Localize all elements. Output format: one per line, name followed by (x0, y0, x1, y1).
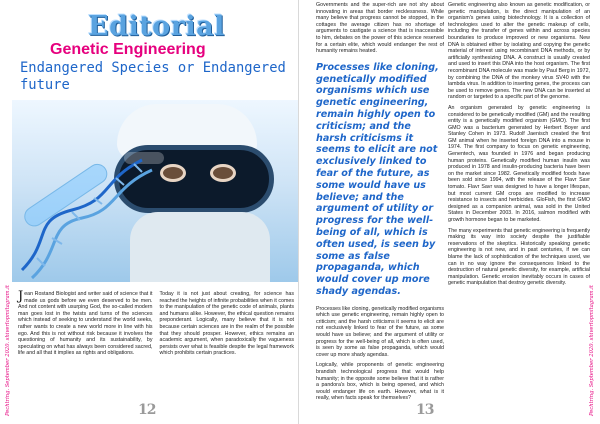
right-col2-paragraph-3: The many experiments that genetic engineering is frequently making its way into society despite the justifiable reservations of the skeptics. Historically speaking genetic engineering is not new, and in past centuries, if we can blame the lack of sophistication of the techniques used, we can in no way ignore the consequences linked to the destruction of natural genetic diversity, for example, artificial manipulation. Genetic erosion inevitably occurs in cases of genetic manipulation that destroy genetic diversity. (448, 227, 590, 287)
right-page (300, 0, 600, 424)
left-eye (160, 164, 186, 182)
right-col2-paragraph-1: Genetic engineering also known as genetic modification, or genetic manipulation, is the direct manipulation of an organism's genes using biotechnology. It is a collection of technologies used to alter the genetic makeup of cells, including the transfer of genes within and across species boundaries to produce improved or new organisms. New DNA is obtained either by isolating and copying the genetic material of interest using recombinant DNA methods, or by artificially synthesizing DNA. A construct is usually created and used to insert this DNA into the host organism. The first recombinant DNA molecule was made by Paul Berg in 1972, by combining the DNA of the monkey virus SV40 with the lambda virus. In addition to inserting genes, the process can be used to remove genes. The new DNA can be inserted at random or targeted to a specific part of the genome. (448, 2, 590, 101)
right-column-1 (316, 2, 444, 406)
masthead-title: Editorial (88, 11, 225, 42)
right-paragraph-3: Logically, while proponents of genetic engineering brandish technological progress that would help humanity; in the opposite some believe that it is rather a pandora's box, which is being opened, and which would endanger life on earth. However, what is it really, when facts speak for themselves? (316, 362, 444, 402)
pull-quote: Processes like cloning, genetically modified organisms which use genetic engineering, remain highly open to criticism; and the harsh criticisms it seems to elicit are not exclusively linked to fear of the future, as some would have us believe; and the argument of utility or progress for the well-being of all, which is often used, is seen by some as false propaganda, which would cover up more shady agendas. (316, 61, 439, 297)
left-column-2 (160, 291, 295, 357)
left-body-text (18, 291, 294, 357)
right-column-2 (448, 2, 590, 291)
right-paragraph-2: Processes like cloning, genetically modified organisms which use genetic engineering, remain highly open to criticism; and the harsh criticisms it seems to elicit are not exclusively linked to fear of the future, as some would have us believe; and the argument of utility or progress for the well-being of all, which is often used, is seen by some as false propaganda, which would cover up more shady agendas. (316, 305, 444, 358)
intro-paragraph (18, 291, 153, 357)
right-intro-paragraph: Governments and the super-rich are not shy about innovating in areas that border recklessness. While many believe that progress cannot be stopped, in the cottages the average citizen has no shortage of arguments to castigate a science that is inaccessible to him, debates on the power of this science reserved for a certain elite, which would endanger the rest of humanity remains heated. (316, 2, 444, 55)
side-band-right (586, 0, 598, 424)
left-page (0, 0, 299, 424)
drop-cap: J (18, 289, 24, 304)
right-eye (210, 164, 236, 182)
side-band-right-text: Pechtring. September 2020. shiverlopmitagram.it (589, 285, 595, 416)
left-column-2-text: Today it is not just about creating, for science has reached the heights of infinite probabilities when it comes to the manipulation of the genetic code of animals, plants and humans alike. However, the ethical question remains preponderant. Logically, many believe that it is not because certain sciences are in the realm of the possible that they should prosper. However, ethics remains an academic argument, when paradoxically the vagueness persists over what is feasible despite the legal framework which prohibits certain practices. (159, 291, 294, 357)
side-band-left-text: Pechtring. September 2020. shiverlopmitagram.it (5, 285, 11, 416)
page-number-left: 12 (138, 402, 156, 418)
scientist-with-test-tube-image (12, 100, 298, 282)
page-number-right: 13 (416, 402, 434, 418)
right-col2-paragraph-2: An organism generated by genetic engineering is considered to be genetically modified (GM) and the resulting entity is a genetically modified organism (GMO). The first GMO was a bacterium generated by Herbert Boyer and Stanley Cohen in 1973. Rudolf Jaenisch created the first GM animal when he inserted foreign DNA into a mouse in 1974. The first company to focus on genetic engineering, Genentech, was founded in 1976 and began producing human proteins. Genetically modified human insulin was produced in 1978 and insulin-producing bacteria have been on the market since 1982. Genetically modified foods have been sold since 1994, with the release of the Flavr Savr tomato. Flavr Savr was designed to have a longer lifespan, but most current GM crops are modified to increase resistance to insects and herbicides. GloFish, the first GMO designed as a companion animal, was sold in the United States in December 2003. In 2016, salmon modified with growth hormone began to be marketed. (448, 104, 590, 223)
dna-helix-icon (12, 140, 162, 280)
subhead: Endangered Species or Endangered future (20, 60, 286, 93)
headline: Genetic Engineering (50, 41, 206, 58)
intro-text: ean Rostand Biologist and writer said of science that it made us gods before we even deserved to be men. And not content with usurping God, the so-called modern man goes lost in the twists and turns of the sciences which instead of seeking to understand the world seeks, rather wants to create a new world more in line with his ego. And this is not without risk because it involves the questioning of humanity and its sustainability, by speculating on what has always been considered sacred, life and all that it implies as rights and obligations. (18, 291, 153, 357)
left-column-1 (18, 291, 153, 357)
